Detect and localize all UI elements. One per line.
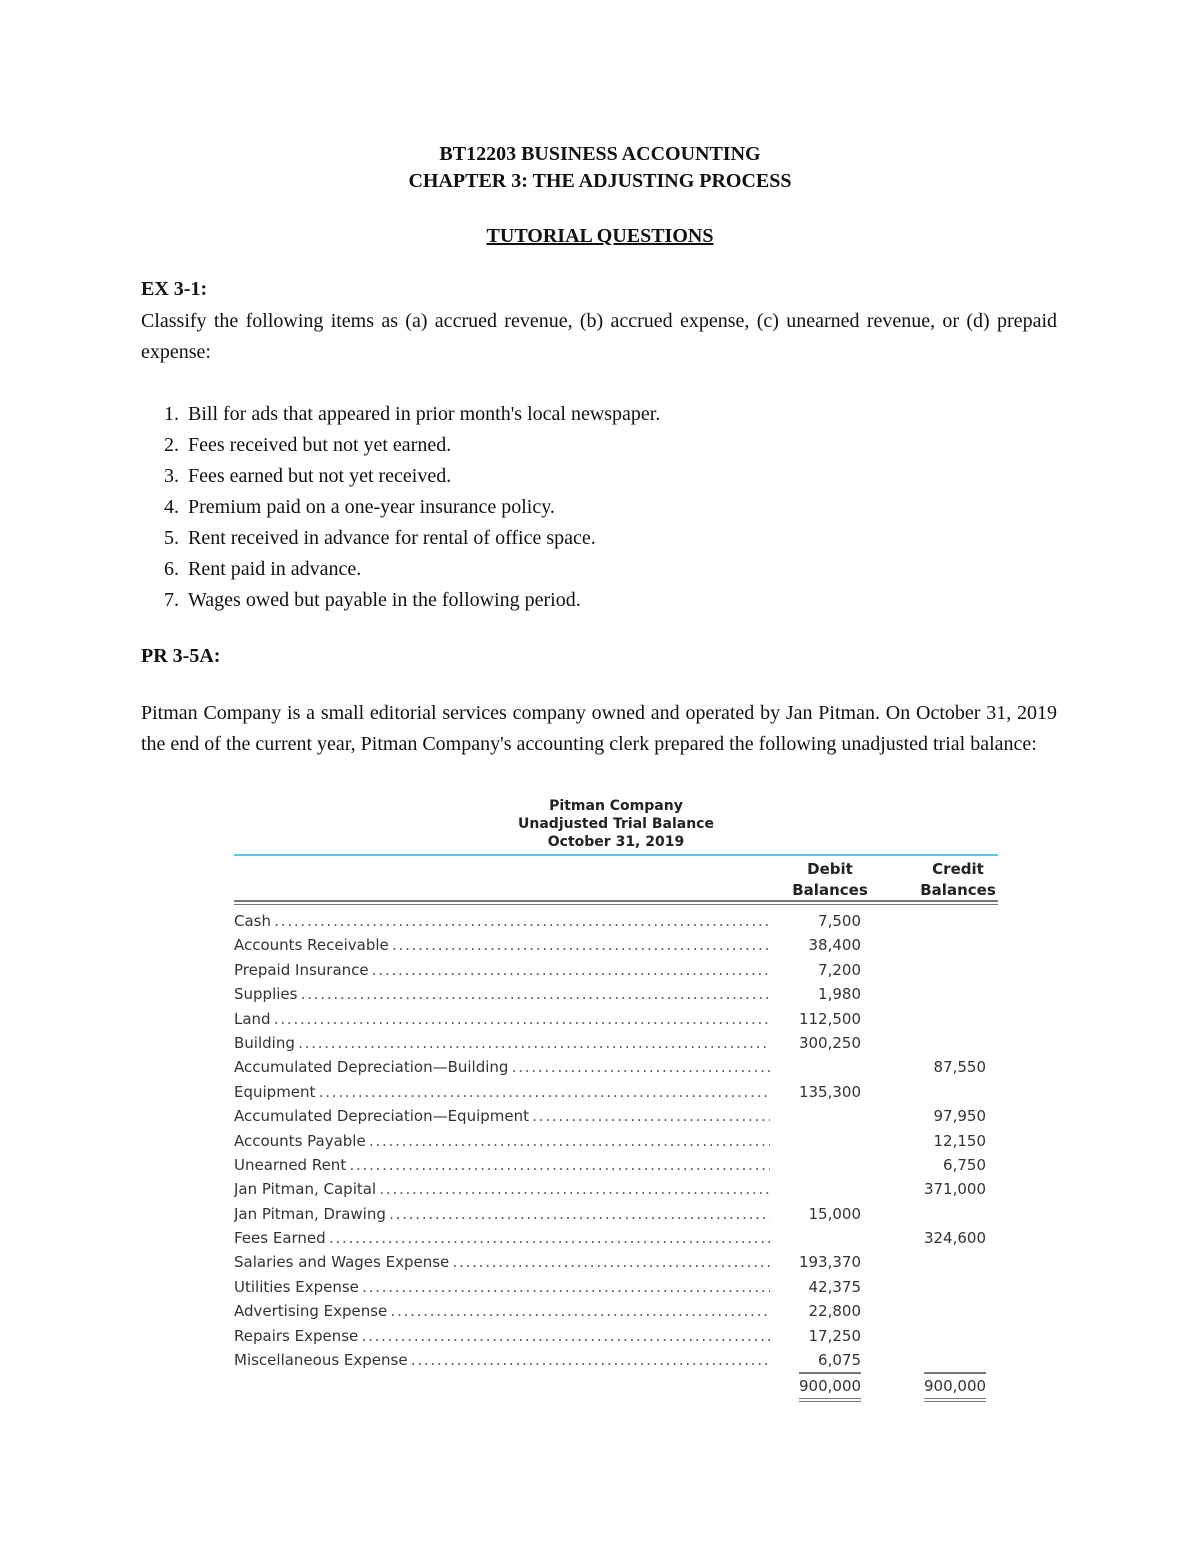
credit-amount: 12,150 (933, 1131, 986, 1150)
account-name: Accumulated Depreciation—Building . . . (234, 1055, 770, 1079)
table-row (234, 1299, 998, 1323)
table-row (234, 1104, 998, 1128)
chapter-title: CHAPTER 3: THE ADJUSTING PROCESS (408, 170, 792, 192)
ex31-intro: Classify the following items as (a) accrued revenue, (b) accrued expense, (c) unearned revenue, or (d) prepaid expense: (141, 310, 1057, 363)
total-debit: 900,000 (799, 1372, 861, 1402)
list-item: 7. Wages owed but payable in the following period. (184, 585, 660, 616)
account-name: Supplies . . . (234, 982, 770, 1006)
debit-amount: 22,800 (808, 1302, 861, 1321)
credit-header-line2: Balances (920, 881, 996, 899)
table-row (234, 1202, 998, 1226)
table-row (234, 1080, 998, 1104)
debit-amount: 300,250 (798, 1033, 861, 1052)
credit-amount: 87,550 (933, 1058, 986, 1077)
table-row (234, 909, 998, 933)
account-name: Miscellaneous Expense . . . (234, 1348, 770, 1372)
debit-amount: 193,370 (798, 1253, 861, 1272)
credit-header (918, 859, 998, 901)
account-name: Salaries and Wages Expense . . . (234, 1250, 770, 1274)
debit-header-line2: Balances (792, 881, 868, 899)
list-item: 4. Premium paid on a one-year insurance policy. (184, 492, 660, 523)
pr35a-heading: PR 3-5A: (141, 645, 221, 667)
account-name: Accounts Receivable . . . (234, 933, 770, 957)
tb-company: Pitman Company (549, 798, 683, 814)
debit-amount: 17,250 (808, 1326, 861, 1345)
account-name: Land . . . (234, 1007, 770, 1031)
list-item: 2. Fees received but not yet earned. (184, 430, 660, 461)
account-name: Repairs Expense . . . (234, 1324, 770, 1348)
account-name: Utilities Expense . . . (234, 1275, 770, 1299)
account-name: Equipment . . . (234, 1080, 770, 1104)
credit-header-line1: Credit (932, 860, 984, 878)
table-row (234, 1348, 998, 1372)
tb-column-headers (234, 856, 998, 900)
debit-header (790, 859, 870, 901)
account-name: Jan Pitman, Drawing . . . (234, 1202, 770, 1226)
account-name: Jan Pitman, Capital . . . (234, 1177, 770, 1201)
table-row (234, 1324, 998, 1348)
course-title: BT12203 BUSINESS ACCOUNTING (439, 143, 761, 165)
debit-amount: 135,300 (798, 1082, 861, 1101)
list-item: 1. Bill for ads that appeared in prior month's local newspaper. (184, 399, 660, 430)
table-row (234, 1177, 998, 1201)
account-name: Accumulated Depreciation—Equipment . . . (234, 1104, 770, 1128)
table-row (234, 1250, 998, 1274)
tb-date: October 31, 2019 (547, 834, 685, 850)
table-row (234, 933, 998, 957)
credit-amount: 324,600 (923, 1229, 986, 1248)
debit-amount: 38,400 (808, 936, 861, 955)
debit-amount: 112,500 (798, 1009, 861, 1028)
section-title: TUTORIAL QUESTIONS (486, 225, 714, 247)
credit-amount: 371,000 (923, 1180, 986, 1199)
table-row (234, 958, 998, 982)
debit-amount: 7,500 (818, 912, 861, 930)
list-item: 5. Rent received in advance for rental of office space. (184, 523, 660, 554)
credit-amount: 6,750 (943, 1155, 986, 1174)
table-row (234, 1226, 998, 1250)
debit-amount: 1,980 (818, 985, 861, 1004)
account-name: Prepaid Insurance . . . (234, 958, 770, 982)
tb-rows (234, 905, 998, 1372)
tb-title: Unadjusted Trial Balance (518, 816, 714, 832)
pr35a-intro: Pitman Company is a small editorial services company owned and operated by Jan Pitman. On October 31, 2019 the end of the current year, Pitman Company's accounting clerk prepared the following unadjusted trial balance: (141, 702, 1057, 755)
ex31-heading: EX 3-1: (141, 278, 208, 300)
account-name: Advertising Expense . . . (234, 1299, 770, 1323)
credit-amount: 97,950 (933, 1107, 986, 1126)
table-row (234, 1129, 998, 1153)
debit-amount: 42,375 (808, 1277, 861, 1296)
debit-amount: 7,200 (818, 960, 861, 979)
debit-header-line1: Debit (807, 860, 853, 878)
table-row (234, 982, 998, 1006)
account-name: Building . . . (234, 1031, 770, 1055)
table-row (234, 1007, 998, 1031)
debit-amount: 15,000 (808, 1204, 861, 1223)
debit-amount: 6,075 (818, 1348, 861, 1374)
table-row (234, 1055, 998, 1079)
list-item: 6. Rent paid in advance. (184, 554, 660, 585)
list-item: 3. Fees earned but not yet received. (184, 461, 660, 492)
account-name: Cash . . . (234, 909, 770, 933)
trial-balance-table (234, 797, 998, 1402)
table-row (234, 1275, 998, 1299)
total-credit: 900,000 (924, 1372, 986, 1402)
ex31-list (141, 399, 660, 616)
account-name: Unearned Rent . . . (234, 1153, 770, 1177)
account-name: Accounts Payable . . . (234, 1129, 770, 1153)
table-row (234, 1153, 998, 1177)
account-name: Fees Earned . . . (234, 1226, 770, 1250)
table-row (234, 1031, 998, 1055)
tb-totals-row (234, 1372, 998, 1402)
